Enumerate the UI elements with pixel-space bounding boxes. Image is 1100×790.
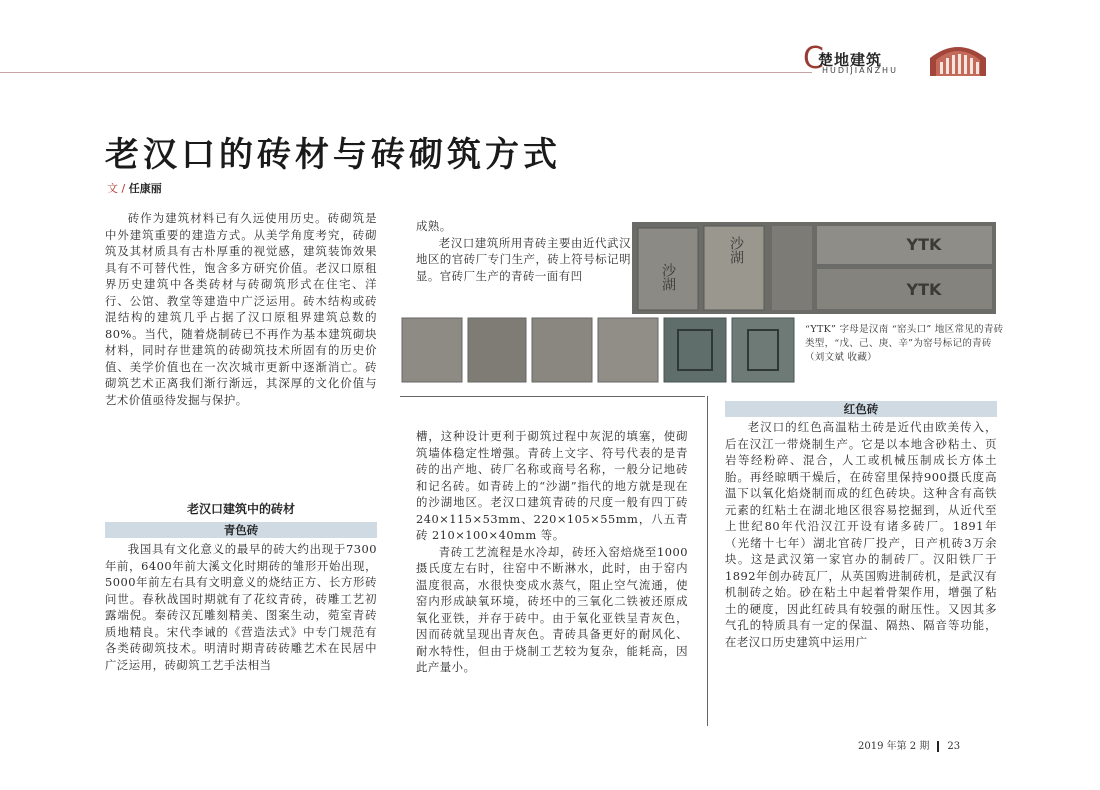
- byline: [107, 180, 162, 196]
- qingzhuan-heading: 青色砖: [105, 522, 377, 538]
- col2-top-text-1: 成熟。: [416, 219, 452, 233]
- brick-mark-2: 沙湖: [728, 236, 744, 264]
- arch-building-logo: [928, 40, 988, 78]
- logo-letter: C: [803, 41, 824, 76]
- article-title: 老汉口的砖材与砖砌筑方式: [105, 135, 561, 175]
- page-footer: [858, 737, 960, 752]
- section-rule-horizontal: [400, 396, 705, 397]
- photo-caption: “YTK” 字母是汉南 “窑头口” 地区常见的青砖类型，“戊、己、庚、辛”为窑号标记的青砖（刘文斌 收藏）: [805, 324, 1004, 363]
- col2-bottom-text-1: 槽，这种设计更利于砌筑过程中灰泥的填塞，使砌筑墙体稳定性增强。青砖上文字、符号代表的是青砖的出产地、砖厂名称或商号名称，一般分记地砖和记名砖。如青砖上的“沙湖”指代的地方就是现在的沙湖地区。老汉口建筑青砖的尺度一般有四丁砖 240×115×53mm、220×105×55mm，八五青砖 210×100×40mm 等。: [416, 429, 688, 542]
- hongzhuan-paragraph: [725, 419, 997, 650]
- footer-separator: [937, 741, 939, 752]
- qingzhuan-text: 我国具有文化意义的最早的砖大约出现于7300年前，6400年前大溪文化时期砖的雏形开始出现，5000年前左右具有文明意义的烧结正方、长方形砖问世。春秋战国时期就有了花纹青砖，砖雕工艺初露端倪。秦砖汉瓦雕刻精美、图案生动，菀室青砖质地精良。宋代李诫的《营造法式》中专门规范有各类砖砌筑技术。明清时期青砖砖雕艺术在民居中广泛运用，砖砌筑工艺手法相当: [105, 542, 377, 672]
- header-rule: [0, 72, 812, 73]
- brick-photo-row: [400, 316, 796, 386]
- hongzhuan-text: 老汉口的红色高温粘土砖是近代由欧美传入，后在汉江一带烧制生产。它是以本地含砂粘土、页岩等经粉碎、混合，人工或机械压制成长方体土胎。再经晾晒干燥后，在砖窑里保持900摄氏度高温下以氧化焰烧制而成的红色砖块。这种含有高铁元素的红粘土在湖北地区很容易挖掘到，从近代至上世纪80年代沿汉江开设有诸多砖厂。1891年（光绪十七年）湖北官砖厂投产，日产机砖3万余块。这是武汉第一家官办的制砖厂。汉阳铁厂于1892年创办砖瓦厂，从英国购进制砖机，是武汉有机制砖之始。砂在粘土中起着骨架作用，增强了粘土的硬度，因此红砖具有较强的耐压性。又因其多气孔的特质具有一定的保温、隔热、隔音等功能，在老汉口历史建筑中运用广: [725, 420, 997, 649]
- qingzhuan-paragraph: [105, 541, 377, 673]
- brick-mark-1: 沙湖: [660, 263, 676, 291]
- author-name: 任康丽: [128, 182, 162, 195]
- hongzhuan-heading: 红色砖: [725, 401, 997, 417]
- logo-pinyin: HUDIJIANZHU: [822, 66, 898, 75]
- col2-top: [416, 218, 631, 284]
- logo-chinese: 楚地建筑: [818, 51, 883, 69]
- intro-text: 砖作为建筑材料已有久远使用历史。砖砌筑是中外建筑重要的建造方式。从美学角度考究，砖砌筑及其材质具有古朴厚重的视觉感，建筑装饰效果具有不可替代性，饱含多方研究价值。老汉口原租界历史建筑中各类砖材与砖砌筑形式在住宅、洋行、公馆、教堂等建造中广泛运用。砖木结构或砖混结构的建筑几乎占据了汉口原租界建筑总数的80%。当代，随着烧制砖已不再作为基本建筑砌块材料，同时存世建筑的砖砌筑技术所固有的历史价值、美学价值也在一次次城市更新中逐渐消亡。砖砌筑艺术正离我们渐行渐远，其深厚的文化价值与艺术价值亟待发掘与保护。: [105, 211, 377, 407]
- column-rule-vertical: [707, 396, 708, 726]
- intro-paragraph: [105, 210, 377, 408]
- col2-bottom-text-2: 青砖工艺流程是水冷却，砖坯入窑焙烧至1000摄氏度左右时，往窑中不断淋水，此时，由于窑内温度很高，水很快变成水蒸气，阻止空气流通，使窑内形成缺氧环境，砖坯中的三氧化二铁被还原成氧化亚铁，并存于砖中。由于氧化亚铁呈青灰色，因而砖就呈现出青灰色。青砖具备更好的耐风化、耐水特性，但由于烧制工艺较为复杂，能耗高，因此产量小。: [416, 544, 688, 674]
- brick-mark-3: YTK: [906, 235, 942, 254]
- col2-top-text-2: 老汉口建筑所用青砖主要由近代武汉地区的官砖厂专门生产，砖上符号标记明显。官砖厂生产的青砖一面有凹: [416, 235, 631, 283]
- page-number: 23: [947, 741, 961, 752]
- brick-photo-top: [632, 222, 996, 314]
- issue-label: 2019 年第 2 期: [858, 741, 930, 752]
- byline-prefix: 文 /: [107, 182, 126, 195]
- section-heading: 老汉口建筑中的砖材: [186, 502, 295, 516]
- col2-bottom: [416, 428, 688, 676]
- brick-mark-4: YTK: [906, 280, 942, 299]
